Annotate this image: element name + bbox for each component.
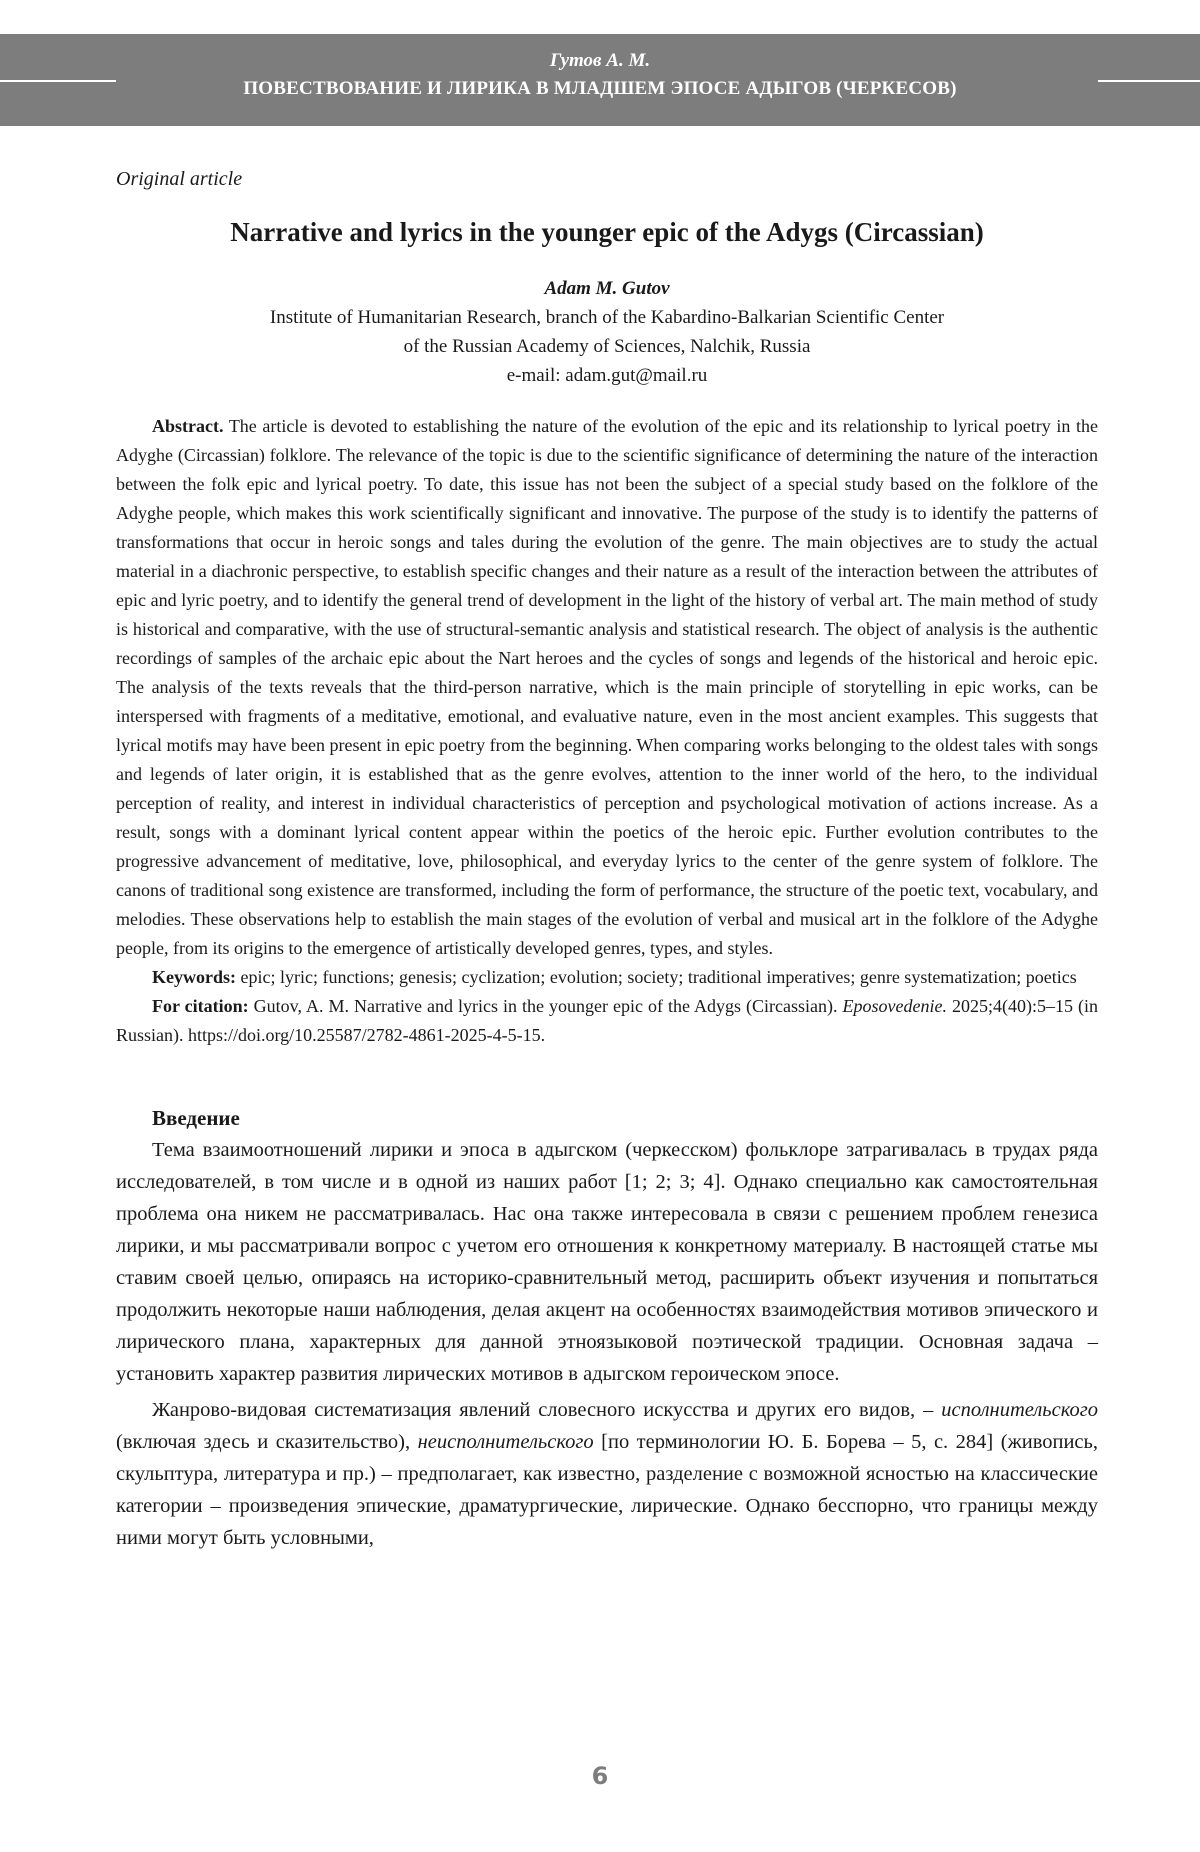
citation-paragraph [116,992,1098,1050]
abstract-section [116,412,1098,1050]
running-header-title: ПОВЕСТВОВАНИЕ И ЛИРИКА В МЛАДШЕМ ЭПОСЕ АДЫГОВ (ЧЕРКЕСОВ) [243,78,957,99]
body-paragraph-2-part-b: (включая здесь и сказительство), [116,1431,411,1453]
keywords-paragraph [116,963,1098,992]
abstract-text: The article is devoted to establishing the nature of the evolution of the epic and its relationship to lyrical poetry in the Adyghe (Circassian) folklore. The relevance of the topic is due to the scientific significance of determining the nature of the interaction between the folk epic and lyrical poetry. To date, this issue has not been the subject of a special study based on the folklore of the Adyghe people, which makes this work scientifically significant and innovative. The purpose of the study is to identify the patterns of transformations that occur in heroic songs and tales during the evolution of the genre. The main objectives are to study the actual material in a diachronic perspective, to establish specific changes and their nature as a result of the interaction between the attributes of epic and lyric poetry, and to identify the general trend of development in the light of the history of verbal art. The main method of study is historical and comparative, with the use of structural-semantic analysis and statistical research. The object of analysis is the authentic recordings of samples of the archaic epic about the Nart heroes and the cycles of songs and legends of the historical and heroic epic. The analysis of the texts reveals that the third-person narrative, which is the main principle of storytelling in epic works, can be interspersed with fragments of a meditative, emotional, and evaluative nature, even in the most ancient examples. This suggests that lyrical motifs may have been present in epic poetry from the beginning. When comparing works belonging to the oldest tales with songs and legends of later origin, it is established that as the genre evolves, attention to the inner world of the hero, to the individual perception of reality, and interest in individual characteristics of perception and psychological motivation of actions increase. As a result, songs with a dominant lyrical content appear within the poetics of the heroic epic. Further evolution contributes to the progressive advancement of meditative, love, philosophical, and everyday lyrics to the center of the genre system of folklore. The canons of traditional song existence are transformed, including the form of performance, the structure of the poetic text, vocabulary, and melodies. These observations help to establish the main stages of the evolution of verbal and musical art in the folklore of the Adyghe people, from its origins to the emergence of artistically developed genres, types, and styles. [116,416,1098,958]
keywords-label: Keywords: [152,967,236,987]
article-type: Original article [116,168,243,190]
citation-details: 2025;4(40):5–15 (in Russian). https://doi.org/10.25587/2782-4861-2025-4-5-15. [116,996,1098,1045]
author-name: Adam M. Gutov [544,278,670,299]
citation-label: For citation: [152,996,249,1016]
article-title: Narrative and lyrics in the younger epic of the Adygs (Circassian) [230,217,984,247]
term-performing: исполнительского [941,1399,1099,1421]
abstract-label: Abstract. [152,416,224,436]
article-content [116,168,1098,1554]
abstract-paragraph [116,412,1098,963]
body-paragraph-2-part-a: Жанрово-видовая систематизация явлений словесного искусства и других его видов, – [152,1399,934,1421]
term-non-performing: неисполнительского [417,1431,594,1453]
body-paragraph-2 [116,1394,1098,1554]
section-heading-introduction: Введение [152,1106,240,1130]
introduction-body [116,1134,1098,1554]
author-block [116,274,1098,390]
keywords-text: epic; lyric; functions; genesis; cyclization; evolution; society; traditional imperatives; genre systematization; poetics [240,967,1077,987]
running-header-author: Гутов А. М. [549,50,651,71]
citation-journal: Eposovedenie. [842,996,947,1016]
body-paragraph-1: Тема взаимоотношений лирики и эпоса в адыгском (черкесском) фольклоре затрагивалась в трудах ряда исследователей, в том числе и в одной из наших работ [1; 2; 3; 4]. Однако специально как самостоятельная проблема она никем не рассматривалась. Нас она также интересовала в связи с решением проблем генезиса лирики, и мы рассматривали вопрос с учетом его отношения к конкретному материалу. В настоящей статье мы ставим своей целью, опираясь на историко-сравнительный метод, расширить объект изучения и попытаться продолжить некоторые наши наблюдения, делая акцент на особенностях взаимодействия мотивов эпического и лирического плана, характерных для данной этноязыковой поэтической традиции. Основная задача – установить характер развития лирических мотивов в адыгском героическом эпосе. [116,1139,1098,1385]
citation-text: Gutov, A. M. Narrative and lyrics in the younger epic of the Adygs (Circassian). [253,996,838,1016]
affiliation-line-2: of the Russian Academy of Sciences, Nalchik, Russia [403,336,811,357]
page-number: 6 [591,1762,609,1790]
body-paragraph-2-part-c: [по терминологии Ю. Б. Борева – 5, с. 284] (живопись, скульптура, литература и пр.) – предполагает, как известно, разделение с возможной ясностью на классические категории – произведения эпические, драматургические, лирические. Однако бесспорно, что границы между ними могут быть условными, [116,1431,1099,1549]
affiliation-line-1: Institute of Humanitarian Research, branch of the Kabardino-Balkarian Scientific Center [269,307,945,328]
author-email: e-mail: adam.gut@mail.ru [506,365,708,386]
